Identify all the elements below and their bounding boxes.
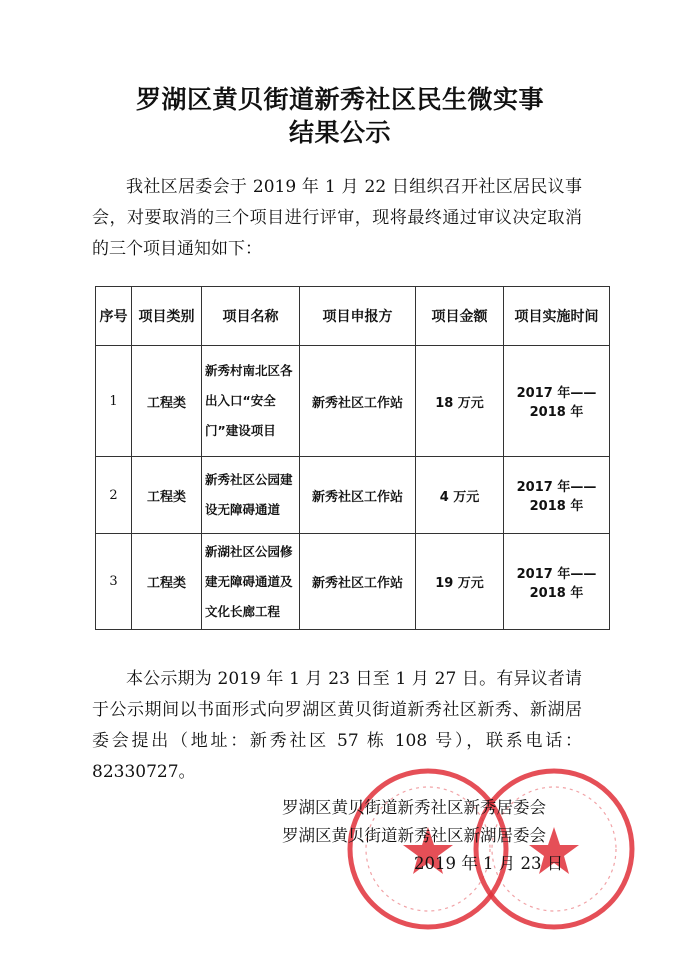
header-name: 项目名称 — [202, 287, 300, 346]
cell-amount: 4 万元 — [416, 457, 504, 534]
cell-amount: 19 万元 — [416, 534, 504, 630]
cell-name: 新湖社区公园修建无障碍通道及文化长廊工程 — [202, 534, 300, 630]
cell-no: 3 — [96, 534, 132, 630]
cell-no: 1 — [96, 346, 132, 457]
table-row — [96, 534, 610, 630]
cell-name: 新秀村南北区各出入口“安全门”建设项目 — [202, 346, 300, 457]
notice-paragraph: 本公示期为 2019 年 1 月 23 日至 1 月 27 日。有异议者请于公示期间以书面形式向罗湖区黄贝街道新秀社区新秀、新湖居委会提出（地址：新秀社区 57 栋 108 号），联系电话：82330727。 — [92, 669, 582, 782]
cell-name: 新秀社区公园建设无障碍通道 — [202, 457, 300, 534]
cell-period — [504, 457, 610, 534]
table-row — [96, 346, 610, 457]
cell-no: 2 — [96, 457, 132, 534]
header-amount: 项目金额 — [416, 287, 504, 346]
cell-category: 工程类 — [132, 534, 202, 630]
table-header-row — [96, 287, 610, 346]
signature-date: 2019 年 1 月 23 日 — [414, 854, 564, 873]
cell-amount: 18 万元 — [416, 346, 504, 457]
cell-applicant: 新秀社区工作站 — [300, 534, 416, 630]
header-no: 序号 — [96, 287, 132, 346]
header-period: 项目实施时间 — [504, 287, 610, 346]
signature-org-xinxiu: 罗湖区黄贝街道新秀社区新秀居委会 — [282, 798, 546, 817]
header-applicant: 项目申报方 — [300, 287, 416, 346]
cell-applicant: 新秀社区工作站 — [300, 457, 416, 534]
cell-period — [504, 346, 610, 457]
cell-category: 工程类 — [132, 457, 202, 534]
cell-applicant: 新秀社区工作站 — [300, 346, 416, 457]
period-end: 2018 年 — [529, 585, 584, 601]
document-title: 罗湖区黄贝街道新秀社区民生微实事 — [135, 85, 544, 114]
period-start: 2017 年—— — [516, 566, 597, 582]
document-subtitle: 结果公示 — [288, 118, 391, 147]
period-start: 2017 年—— — [516, 480, 597, 495]
period-end: 2018 年 — [529, 499, 584, 514]
seal-stamp-xinhu — [470, 765, 638, 933]
cell-period — [504, 534, 610, 630]
period-start: 2017 年—— — [516, 386, 597, 401]
table-row — [96, 457, 610, 534]
signature-org-xinhu: 罗湖区黄贝街道新秀社区新湖居委会 — [282, 826, 546, 845]
period-end: 2018 年 — [529, 405, 584, 420]
project-table — [95, 286, 610, 630]
cell-category: 工程类 — [132, 346, 202, 457]
intro-paragraph: 我社区居委会于 2019 年 1 月 22 日组织召开社区居民议事会，对要取消的三个项目进行评审，现将最终通过审议决定取消的三个项目通知如下： — [92, 177, 582, 259]
header-category: 项目类别 — [132, 287, 202, 346]
